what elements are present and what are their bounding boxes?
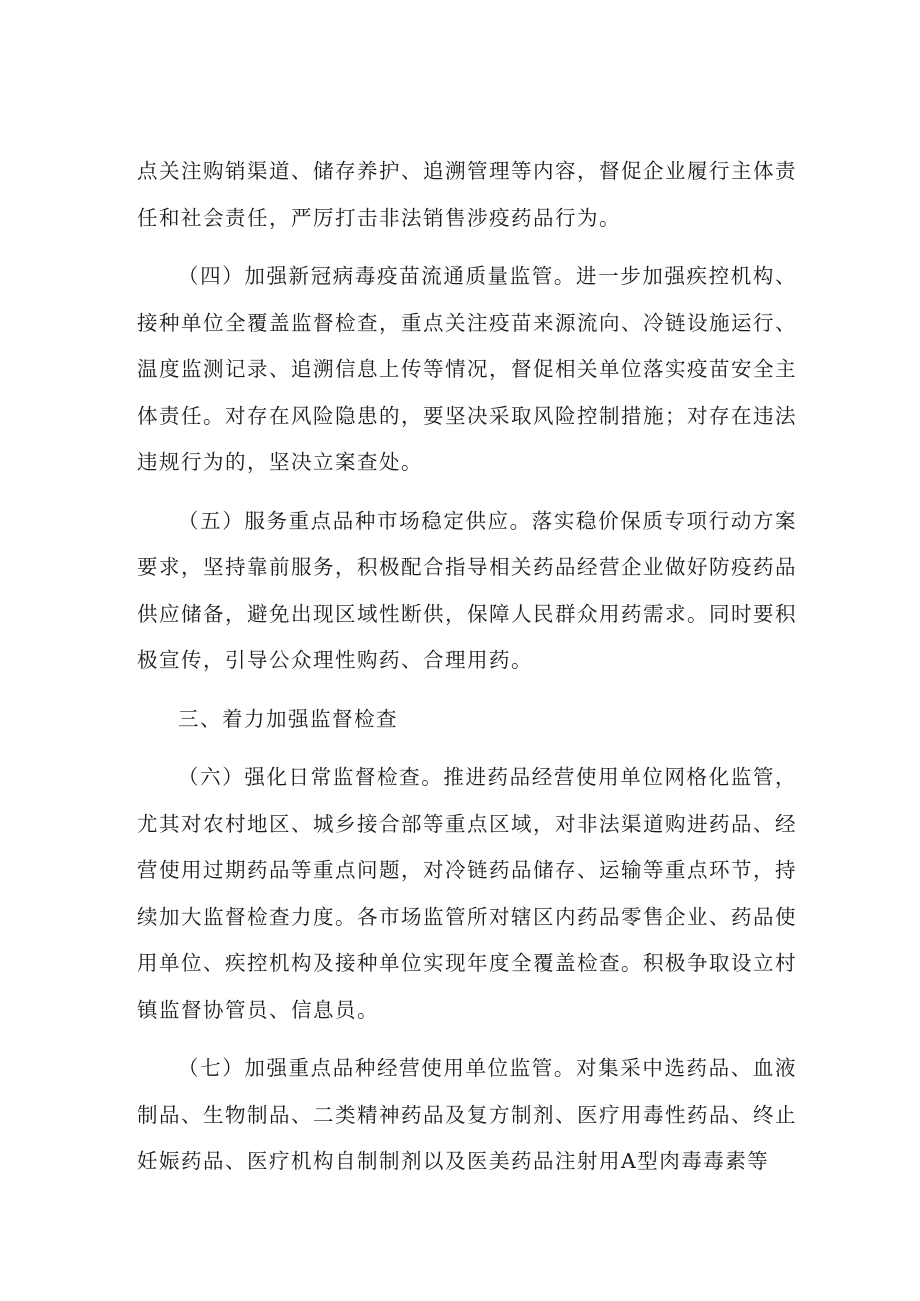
paragraph-section-7: （七）加强重点品种经营使用单位监管。对集采中选药品、血液制品、生物制品、二类精神药品及复方制剂、医疗用毒性药品、终止妊娠药品、医疗机构自制制剂以及医美药品注射用A型肉毒毒素等 [137,1056,797,1173]
document-body [137,148,797,1185]
paragraph-section-4: （四）加强新冠病毒疫苗流通质量监管。进一步加强疾控机构、接种单位全覆盖监督检查，重点关注疫苗来源流向、冷链设施运行、温度监测记录、追溯信息上传等情况，督促相关单位落实疫苗安全主体责任。对存在风险隐患的，要坚决采取风险控制措施；对存在违法违规行为的，坚决立案查处。 [137,264,797,474]
paragraph-section-6: （六）强化日常监督检查。推进药品经营使用单位网格化监管，尤其对农村地区、城乡接合部等重点区域，对非法渠道购进药品、经营使用过期药品等重点问题，对冷链药品储存、运输等重点环节，持续加大监督检查力度。各市场监管所对辖区内药品零售企业、药品使用单位、疾控机构及接种单位实现年度全覆盖检查。积极争取设立村镇监督协管员、信息员。 [137,765,797,1022]
paragraph-continuation: 点关注购销渠道、储存养护、追溯管理等内容，督促企业履行主体责任和社会责任，严厉打击非法销售涉疫药品行为。 [137,159,797,230]
heading-part-3: 三、着力加强监督检查 [178,706,398,731]
paragraph-section-5: （五）服务重点品种市场稳定供应。落实稳价保质专项行动方案要求，坚持靠前服务，积极配合指导相关药品经营企业做好防疫药品供应储备，避免出现区域性断供，保障人民群众用药需求。同时要积极宣传，引导公众理性购药、合理用药。 [137,508,797,672]
